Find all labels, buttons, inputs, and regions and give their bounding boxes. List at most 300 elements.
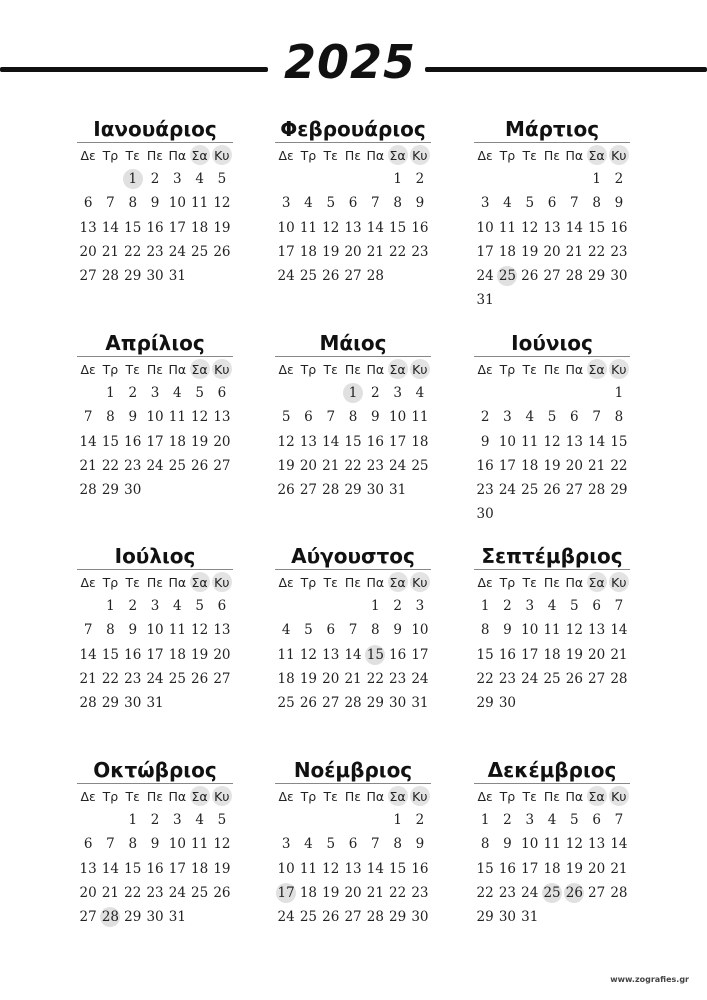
- weekday-label: Πε: [146, 788, 164, 804]
- day: 27: [213, 670, 231, 687]
- day: 1: [614, 385, 624, 401]
- day: 30: [124, 695, 142, 712]
- day: 16: [389, 646, 407, 663]
- day: 27: [565, 482, 583, 499]
- month-name: Αύγουστος: [291, 544, 415, 568]
- day: 3: [173, 171, 182, 187]
- day: 27: [344, 909, 362, 926]
- empty-cell: [519, 381, 541, 405]
- day: 21: [610, 860, 628, 877]
- day: 9: [415, 836, 425, 853]
- empty-cell: [342, 167, 364, 191]
- days-grid: [275, 808, 431, 929]
- day: 13: [79, 860, 97, 877]
- day: 15: [101, 433, 120, 450]
- weekday-label: Πα: [366, 574, 385, 590]
- day: 10: [521, 622, 539, 639]
- day: 27: [213, 457, 231, 474]
- day: 15: [476, 646, 494, 663]
- day: 13: [588, 836, 606, 853]
- day: 24: [168, 884, 186, 901]
- weekday-label: Τρ: [499, 147, 516, 163]
- day: 12: [543, 433, 561, 450]
- day: 7: [83, 409, 93, 426]
- day: 15: [588, 219, 606, 236]
- day: 29: [389, 909, 407, 926]
- year-rule-left: [0, 67, 268, 72]
- weekday-label: Κυ: [211, 362, 233, 377]
- day: 9: [393, 622, 402, 639]
- day: 17: [146, 646, 164, 663]
- day: 9: [150, 836, 160, 853]
- day: 17: [168, 860, 186, 877]
- day: 17: [521, 860, 539, 877]
- year-title: 2025: [283, 35, 417, 89]
- days-grid: [474, 808, 630, 929]
- days-grid: [474, 381, 630, 527]
- day: 18: [191, 860, 209, 877]
- weekday-header: [275, 142, 431, 167]
- day: 31: [146, 695, 164, 712]
- day: 12: [213, 836, 231, 853]
- day: 2: [614, 171, 624, 187]
- day: 29: [476, 695, 494, 712]
- weekday-label: Σα: [585, 575, 607, 590]
- day: 6: [348, 836, 358, 853]
- day: 8: [371, 622, 380, 639]
- day: 22: [101, 457, 120, 474]
- day: 13: [213, 409, 231, 426]
- day: 20: [79, 243, 97, 260]
- day: 12: [299, 646, 318, 663]
- day: 26: [213, 243, 231, 260]
- day: 10: [521, 836, 539, 853]
- weekday-label: Πα: [366, 788, 385, 804]
- day: 10: [146, 409, 164, 426]
- day: 19: [299, 670, 318, 687]
- day: 17: [521, 646, 539, 663]
- weekday-header: [275, 783, 431, 808]
- day: 15: [389, 219, 407, 236]
- month-name: Δεκέμβριος: [487, 758, 617, 782]
- day: 10: [498, 433, 517, 450]
- day: 28: [610, 670, 628, 687]
- weekday-label: Πα: [168, 361, 187, 377]
- day: 4: [547, 812, 557, 828]
- day: 8: [106, 622, 115, 639]
- day: 10: [411, 622, 429, 639]
- day: 31: [521, 909, 539, 926]
- holiday-day: 17: [275, 881, 297, 905]
- day: 20: [344, 243, 362, 260]
- day: 11: [299, 860, 318, 877]
- month-name: Νοέμβριος: [293, 758, 413, 782]
- day: 26: [191, 457, 209, 474]
- day: 21: [344, 670, 362, 687]
- weekday-label: Κυ: [608, 148, 630, 163]
- weekday-label: Πα: [565, 788, 584, 804]
- day: 28: [79, 482, 97, 499]
- day: 9: [128, 409, 138, 426]
- day: 28: [101, 268, 120, 285]
- day: 21: [101, 243, 120, 260]
- day: 6: [304, 409, 313, 426]
- day: 18: [521, 457, 539, 474]
- weekday-label: Τε: [323, 361, 338, 377]
- day: 5: [547, 409, 557, 426]
- weekday-header: [275, 569, 431, 594]
- day: 20: [344, 884, 362, 901]
- holiday-day: 25: [541, 881, 563, 905]
- weekday-label: Τρ: [102, 788, 119, 804]
- day: 16: [124, 646, 142, 663]
- empty-cell: [77, 167, 99, 191]
- day: 6: [547, 195, 557, 212]
- day: 15: [476, 860, 494, 877]
- day: 12: [565, 622, 583, 639]
- day: 26: [191, 670, 209, 687]
- day: 9: [614, 195, 624, 212]
- day: 24: [146, 457, 164, 474]
- day: 29: [588, 268, 606, 285]
- day: 22: [588, 243, 606, 260]
- weekday-label: Πα: [565, 574, 584, 590]
- day: 20: [213, 433, 231, 450]
- day: 22: [366, 670, 384, 687]
- day: 9: [150, 195, 160, 212]
- weekday-label: Πε: [543, 788, 561, 804]
- day: 28: [610, 884, 628, 901]
- day: 18: [498, 243, 517, 260]
- weekday-label: Τε: [522, 361, 537, 377]
- day: 11: [168, 622, 186, 639]
- weekday-header: [77, 783, 233, 808]
- day: 2: [128, 385, 138, 401]
- day: 16: [498, 646, 517, 663]
- weekday-label: Τε: [323, 574, 338, 590]
- weekday-label: Τε: [522, 574, 537, 590]
- empty-cell: [474, 167, 496, 191]
- day: 23: [124, 457, 142, 474]
- day: 1: [106, 598, 115, 614]
- day: 2: [480, 409, 490, 426]
- day: 22: [101, 670, 120, 687]
- weekday-label: Τε: [125, 361, 140, 377]
- day: 13: [79, 219, 97, 236]
- day: 27: [588, 670, 606, 687]
- day: 8: [106, 409, 115, 426]
- weekday-label: Κυ: [608, 789, 630, 804]
- day: 26: [322, 909, 340, 926]
- day: 24: [521, 884, 539, 901]
- weekday-label: Τε: [125, 147, 140, 163]
- empty-cell: [77, 808, 99, 832]
- day: 17: [411, 646, 429, 663]
- day: 23: [146, 884, 164, 901]
- weekday-label: Κυ: [409, 575, 431, 590]
- day: 3: [415, 598, 425, 614]
- day: 29: [344, 482, 362, 499]
- day: 9: [480, 433, 490, 450]
- day: 21: [79, 670, 97, 687]
- day: 11: [543, 836, 561, 853]
- day: 8: [614, 409, 624, 426]
- day: 25: [299, 268, 318, 285]
- day: 4: [195, 171, 204, 187]
- day: 6: [83, 195, 93, 212]
- day: 11: [498, 219, 517, 236]
- holiday-day: 1: [342, 381, 364, 405]
- day: 20: [213, 646, 231, 663]
- weekday-label: Πε: [146, 361, 164, 377]
- weekday-label: Τρ: [300, 574, 317, 590]
- day: 13: [344, 860, 362, 877]
- empty-cell: [297, 167, 319, 191]
- weekday-label: Τε: [522, 147, 537, 163]
- weekday-label: Τε: [522, 788, 537, 804]
- weekday-header: [77, 142, 233, 167]
- day: 8: [348, 409, 358, 426]
- day: 29: [610, 482, 628, 499]
- day: 14: [610, 622, 628, 639]
- day: 24: [521, 670, 539, 687]
- empty-cell: [474, 381, 496, 405]
- day: 24: [168, 243, 186, 260]
- day: 11: [191, 195, 209, 212]
- holiday-day: 26: [563, 881, 585, 905]
- day: 21: [588, 457, 606, 474]
- day: 29: [476, 909, 494, 926]
- day: 6: [570, 409, 579, 426]
- empty-cell: [77, 381, 99, 405]
- empty-cell: [364, 808, 386, 832]
- day: 5: [525, 195, 535, 212]
- day: 2: [503, 598, 512, 614]
- weekday-label: Δε: [80, 574, 96, 590]
- month-name: Σεπτέμβριος: [481, 544, 623, 568]
- day: 27: [588, 884, 606, 901]
- day: 25: [277, 695, 295, 712]
- day: 6: [348, 195, 358, 212]
- year-rule-right: [425, 67, 707, 72]
- day: 3: [150, 598, 160, 614]
- day: 20: [79, 884, 97, 901]
- day: 7: [570, 195, 579, 212]
- day: 23: [476, 482, 494, 499]
- day: 11: [411, 409, 429, 426]
- day: 26: [277, 482, 295, 499]
- month-name: Απρίλιος: [105, 331, 205, 355]
- day: 25: [191, 243, 209, 260]
- day: 7: [371, 836, 380, 853]
- weekday-label: Σα: [386, 362, 408, 377]
- day: 28: [344, 695, 362, 712]
- weekday-label: Πα: [565, 147, 584, 163]
- day: 24: [476, 268, 494, 285]
- day: 4: [304, 195, 313, 212]
- footer-website: www.zografies.gr: [610, 975, 689, 984]
- day: 13: [344, 219, 362, 236]
- month-12: [474, 757, 630, 929]
- day: 19: [565, 646, 583, 663]
- day: 17: [277, 243, 295, 260]
- day: 19: [213, 219, 231, 236]
- day: 12: [213, 195, 231, 212]
- day: 22: [124, 884, 142, 901]
- weekday-label: Τρ: [102, 361, 119, 377]
- day: 18: [168, 646, 186, 663]
- weekday-label: Δε: [278, 574, 294, 590]
- day: 17: [146, 433, 164, 450]
- day: 17: [168, 219, 186, 236]
- day: 21: [322, 457, 340, 474]
- day: 8: [393, 836, 402, 853]
- weekday-label: Τε: [125, 574, 140, 590]
- day: 2: [415, 812, 425, 828]
- month-8: [275, 543, 431, 715]
- weekday-label: Πε: [344, 147, 362, 163]
- day: 19: [322, 884, 340, 901]
- weekday-label: Σα: [585, 148, 607, 163]
- day: 1: [480, 598, 490, 614]
- day: 7: [348, 622, 358, 639]
- day: 26: [565, 670, 583, 687]
- day: 30: [366, 482, 384, 499]
- day: 7: [614, 598, 624, 614]
- day: 3: [480, 195, 490, 212]
- empty-cell: [297, 594, 319, 618]
- weekday-label: Πα: [366, 147, 385, 163]
- day: 14: [565, 219, 583, 236]
- weekday-label: Πε: [543, 361, 561, 377]
- day: 26: [521, 268, 539, 285]
- day: 17: [476, 243, 494, 260]
- weekday-label: Σα: [386, 148, 408, 163]
- weekday-label: Τε: [323, 788, 338, 804]
- day: 15: [344, 433, 362, 450]
- day: 22: [610, 457, 628, 474]
- empty-cell: [77, 594, 99, 618]
- day: 5: [304, 622, 313, 639]
- day: 9: [415, 195, 425, 212]
- weekday-label: Κυ: [608, 575, 630, 590]
- day: 12: [521, 219, 539, 236]
- day: 5: [570, 812, 579, 828]
- day: 1: [393, 812, 402, 828]
- day: 3: [281, 836, 291, 853]
- day: 29: [101, 482, 120, 499]
- day: 9: [371, 409, 380, 426]
- day: 14: [366, 860, 384, 877]
- day: 21: [610, 646, 628, 663]
- weekday-label: Δε: [80, 788, 96, 804]
- day: 3: [525, 598, 535, 614]
- days-grid: [474, 594, 630, 715]
- day: 30: [498, 909, 517, 926]
- day: 23: [498, 670, 517, 687]
- day: 11: [277, 646, 295, 663]
- day: 16: [411, 219, 429, 236]
- empty-cell: [563, 381, 585, 405]
- weekday-label: Τρ: [300, 361, 317, 377]
- day: 1: [371, 598, 380, 614]
- day: 22: [476, 670, 494, 687]
- empty-cell: [585, 381, 607, 405]
- day: 11: [521, 433, 539, 450]
- day: 31: [168, 268, 186, 285]
- day: 19: [565, 860, 583, 877]
- month-3: [474, 116, 630, 313]
- day: 25: [411, 457, 429, 474]
- day: 26: [213, 884, 231, 901]
- weekday-label: Τρ: [300, 788, 317, 804]
- day: 14: [322, 433, 340, 450]
- day: 12: [322, 219, 340, 236]
- month-7: [77, 543, 233, 715]
- empty-cell: [541, 381, 563, 405]
- day: 19: [277, 457, 295, 474]
- day: 7: [592, 409, 601, 426]
- day: 25: [299, 909, 318, 926]
- day: 11: [543, 622, 561, 639]
- day: 13: [543, 219, 561, 236]
- day: 24: [277, 909, 295, 926]
- weekday-header: [275, 356, 431, 381]
- empty-cell: [320, 808, 342, 832]
- day: 16: [124, 433, 142, 450]
- day: 28: [366, 268, 384, 285]
- days-grid: [77, 594, 233, 715]
- day: 4: [547, 598, 557, 614]
- day: 16: [476, 457, 494, 474]
- day: 22: [476, 884, 494, 901]
- day: 24: [277, 268, 295, 285]
- empty-cell: [496, 381, 518, 405]
- day: 3: [393, 385, 402, 401]
- day: 27: [543, 268, 561, 285]
- holiday-day: 25: [496, 264, 518, 288]
- day: 23: [124, 670, 142, 687]
- weekday-label: Πε: [344, 361, 362, 377]
- day: 23: [498, 884, 517, 901]
- weekday-header: [474, 569, 630, 594]
- day: 22: [344, 457, 362, 474]
- month-name: Ιανουάριος: [93, 117, 217, 141]
- day: 2: [393, 598, 402, 614]
- day: 6: [217, 598, 227, 614]
- day: 14: [79, 646, 97, 663]
- weekday-label: Πα: [168, 788, 187, 804]
- day: 6: [83, 836, 93, 853]
- day: 18: [168, 433, 186, 450]
- month-5: [275, 330, 431, 502]
- day: 20: [588, 860, 606, 877]
- weekday-label: Πα: [168, 147, 187, 163]
- day: 18: [191, 219, 209, 236]
- day: 2: [150, 812, 160, 828]
- day: 4: [503, 195, 512, 212]
- empty-cell: [320, 594, 342, 618]
- weekday-label: Πα: [168, 574, 187, 590]
- day: 21: [366, 243, 384, 260]
- empty-cell: [275, 381, 297, 405]
- month-name: Φεβρουάριος: [280, 117, 426, 141]
- weekday-label: Δε: [477, 361, 493, 377]
- weekday-label: Δε: [477, 574, 493, 590]
- day: 28: [322, 482, 340, 499]
- day: 4: [281, 622, 291, 639]
- day: 18: [411, 433, 429, 450]
